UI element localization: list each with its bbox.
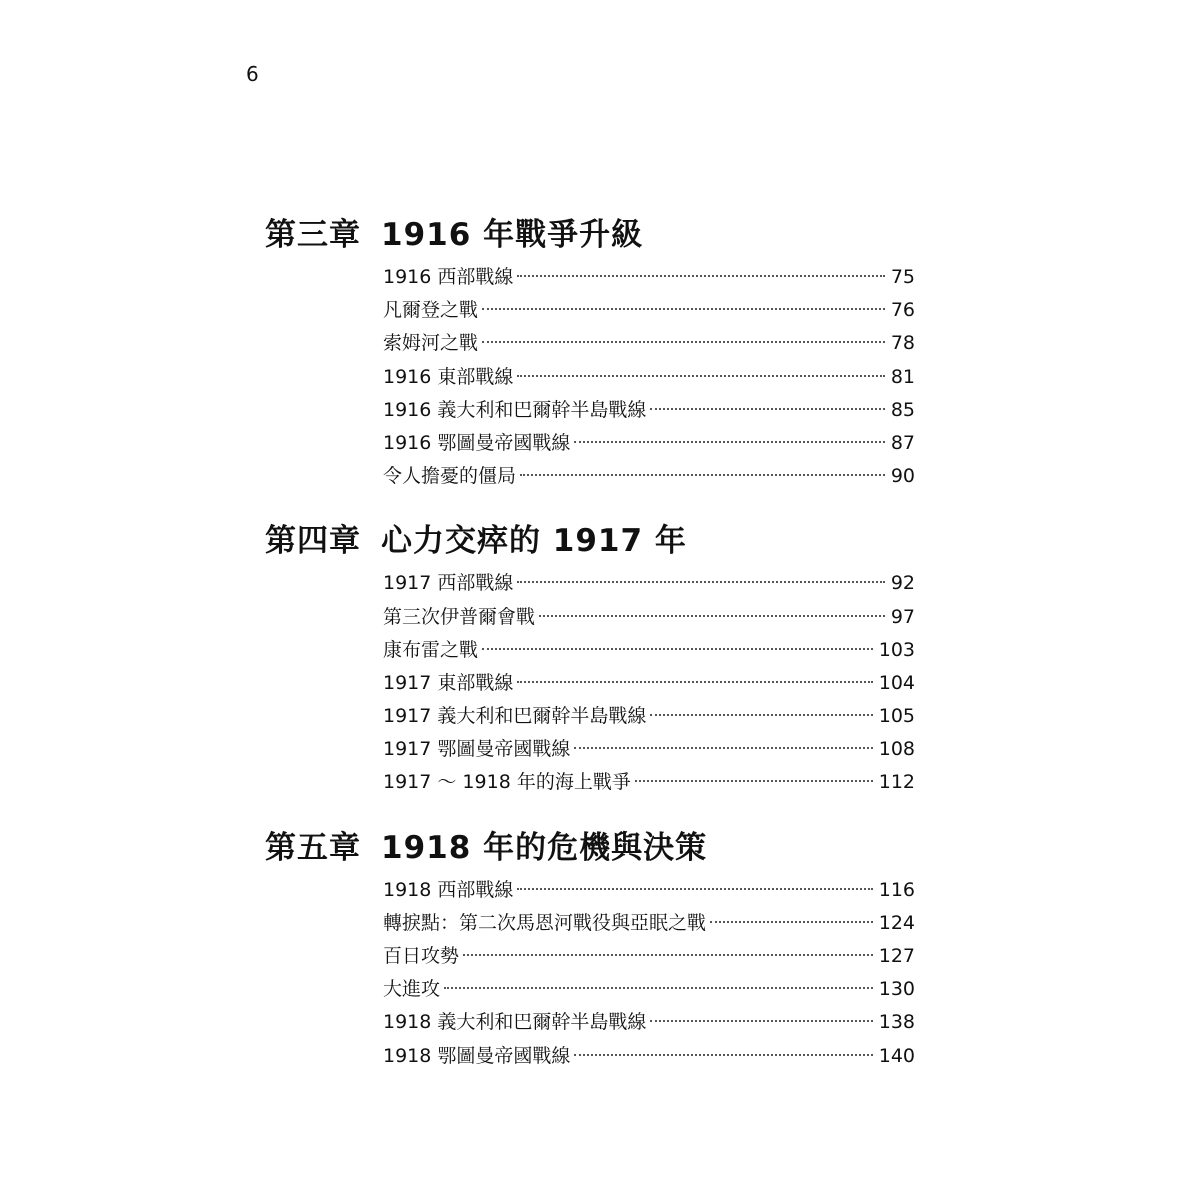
- chapter-heading: [265, 826, 915, 870]
- entry-page-number: 90: [890, 465, 915, 488]
- toc-entry[interactable]: [383, 766, 915, 799]
- toc-entry[interactable]: [383, 327, 915, 360]
- entry-title: 大進攻: [383, 978, 441, 1001]
- toc-entry[interactable]: [383, 294, 915, 327]
- chapter-heading: [265, 213, 915, 257]
- dot-leader: [444, 987, 873, 989]
- dot-leader: [650, 714, 872, 716]
- entry-page-number: 104: [878, 671, 915, 694]
- dot-leader: [710, 921, 873, 923]
- table-of-contents: [265, 213, 915, 1099]
- entry-page-number: 78: [890, 332, 915, 355]
- entry-page-number: 140: [878, 1044, 915, 1067]
- dot-leader: [517, 888, 872, 890]
- entry-title: 1916 東部戰線: [383, 365, 514, 388]
- entry-page-number: 75: [890, 266, 915, 288]
- entry-title: 1917 東部戰線: [383, 671, 514, 694]
- chapter-title: 心力交瘁的 1917 年: [381, 523, 687, 560]
- entry-page-number: 112: [878, 771, 915, 794]
- chapter-entries: [265, 874, 915, 1073]
- chapter-title: 1918 年的危機與決策: [381, 829, 708, 866]
- dot-leader: [482, 648, 873, 650]
- dot-leader: [482, 308, 885, 310]
- entry-page-number: 124: [878, 911, 915, 934]
- toc-entry[interactable]: [383, 601, 915, 634]
- entry-title: 1917 西部戰線: [383, 572, 514, 595]
- toc-entry[interactable]: [383, 700, 915, 733]
- entry-page-number: 85: [890, 398, 915, 421]
- entry-page-number: 76: [890, 299, 915, 322]
- entry-title: 1916 西部戰線: [383, 266, 514, 288]
- toc-entry[interactable]: [383, 567, 915, 600]
- chapter-label: 第五章: [265, 829, 361, 866]
- entry-title: 轉捩點：第二次馬恩河戰役與亞眠之戰: [383, 911, 707, 934]
- dot-leader: [463, 954, 873, 956]
- dot-leader: [517, 275, 884, 277]
- toc-entry[interactable]: [383, 1006, 915, 1039]
- entry-title: 1918 西部戰線: [383, 878, 514, 901]
- entry-page-number: 103: [878, 638, 915, 661]
- chapter-label: 第四章: [265, 523, 361, 560]
- dot-leader: [574, 1054, 872, 1056]
- dot-leader: [650, 408, 884, 410]
- entry-page-number: 105: [878, 705, 915, 728]
- dot-leader: [482, 341, 885, 343]
- entry-page-number: 81: [890, 365, 915, 388]
- toc-entry[interactable]: [383, 874, 915, 907]
- entry-page-number: 138: [878, 1011, 915, 1034]
- chapter-title: 1916 年戰爭升級: [381, 217, 644, 253]
- chapter-entries: [265, 567, 915, 799]
- dot-leader: [574, 441, 884, 443]
- entry-page-number: 92: [890, 572, 915, 595]
- toc-entry[interactable]: [383, 973, 915, 1006]
- entry-title: 1918 義大利和巴爾幹半島戰線: [383, 1011, 647, 1034]
- entry-title: 1917 義大利和巴爾幹半島戰線: [383, 705, 647, 728]
- entry-title: 1916 義大利和巴爾幹半島戰線: [383, 398, 647, 421]
- entry-page-number: 130: [878, 978, 915, 1001]
- chapter-section: [265, 213, 915, 493]
- entry-title: 凡爾登之戰: [383, 299, 479, 322]
- dot-leader: [650, 1020, 872, 1022]
- toc-entry[interactable]: [383, 940, 915, 973]
- toc-entry[interactable]: [383, 261, 915, 294]
- toc-entry[interactable]: [383, 907, 915, 940]
- chapter-label: 第三章: [265, 217, 361, 253]
- chapter-entries: [265, 261, 915, 493]
- entry-title: 康布雷之戰: [383, 638, 479, 661]
- entry-title: 1917 ～ 1918 年的海上戰爭: [383, 771, 631, 794]
- chapter-heading: [265, 519, 915, 563]
- entry-title: 1918 鄂圖曼帝國戰線: [383, 1044, 571, 1067]
- dot-leader: [574, 747, 872, 749]
- dot-leader: [517, 375, 884, 377]
- entry-title: 1916 鄂圖曼帝國戰線: [383, 431, 571, 454]
- entry-title: 百日攻勢: [383, 945, 460, 967]
- dot-leader: [517, 581, 884, 583]
- toc-entry[interactable]: [383, 361, 915, 394]
- page-number: 6: [246, 62, 259, 86]
- toc-entry[interactable]: [383, 733, 915, 766]
- chapter-section: [265, 826, 915, 1073]
- dot-leader: [517, 681, 872, 683]
- chapter-section: [265, 519, 915, 799]
- entry-page-number: 87: [890, 431, 915, 454]
- toc-entry[interactable]: [383, 460, 915, 493]
- entry-title: 令人擔憂的僵局: [383, 465, 517, 488]
- entry-title: 索姆河之戰: [383, 332, 479, 355]
- entry-page-number: 108: [878, 738, 915, 761]
- toc-entry[interactable]: [383, 634, 915, 667]
- dot-leader: [539, 615, 885, 617]
- toc-entry[interactable]: [383, 427, 915, 460]
- dot-leader: [635, 780, 873, 782]
- entry-page-number: 116: [878, 878, 915, 901]
- entry-page-number: 127: [878, 945, 915, 967]
- entry-title: 1917 鄂圖曼帝國戰線: [383, 738, 571, 761]
- toc-entry[interactable]: [383, 667, 915, 700]
- entry-title: 第三次伊普爾會戰: [383, 605, 536, 628]
- toc-entry[interactable]: [383, 394, 915, 427]
- toc-entry[interactable]: [383, 1040, 915, 1073]
- dot-leader: [520, 474, 885, 476]
- entry-page-number: 97: [890, 605, 915, 628]
